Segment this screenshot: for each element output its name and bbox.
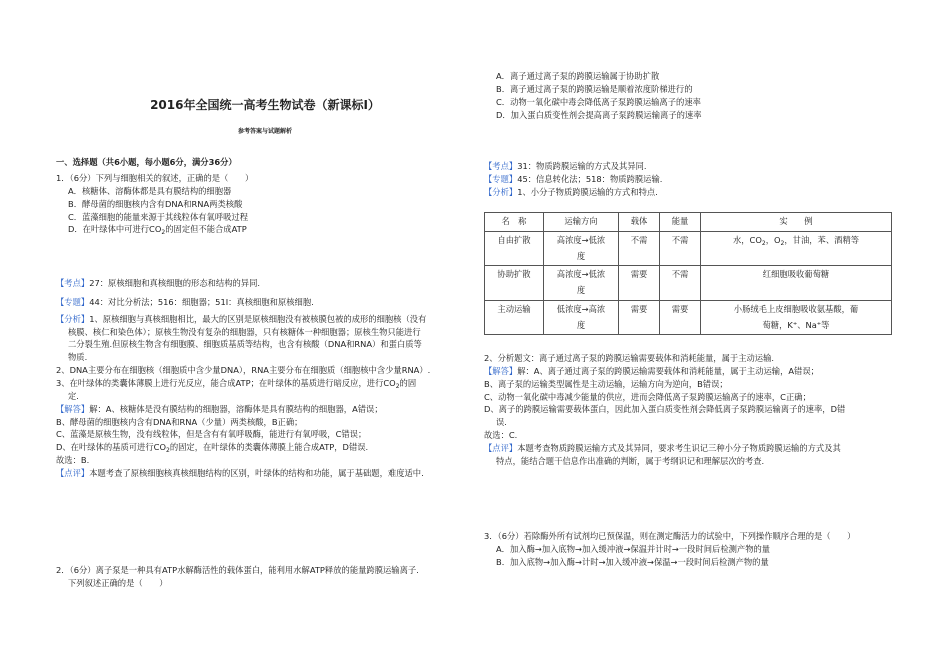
table-cell: 不需 [660,231,701,266]
table-header-cell: 能量 [660,213,701,232]
a1-fenxi-line: 2、DNA主要分布在细胞核（细胞质中含少量DNA），RNA主要分布在细胞质（细胞核中含少量RNA）. [56,365,431,376]
table-cell: 高浓度→低浓 度 [544,266,619,301]
table-cell: 不需 [619,231,660,266]
q2-stem-2: 下列叙述正确的是（ ） [68,577,168,588]
a2-jieda-line: C、动物一氧化碳中毒减少能量的供应，进而会降低离子泵跨膜运输离子的速率，C正确； [484,391,811,402]
answer-1 [56,277,474,480]
a1-fenxi-line: 物质. [68,352,88,363]
question-2-options [484,70,892,121]
answer-2-head [484,160,892,199]
a1-jieda-line: C、蓝藻是原核生物，没有线粒体，但是含有有氧呼吸酶，能进行有氧呼吸，C错误； [56,429,367,440]
answer-2-body [484,352,892,468]
q2-stem: 2．（6分）离子泵是一种具有ATP水解酶活性的载体蛋白，能利用水解ATP释放的能量跨膜运输离子. [56,565,419,575]
table-row [485,266,892,301]
q2-option-c: C．动物一氧化碳中毒会降低离子泵跨膜运输离子的速率 [496,96,701,107]
table-cell: 高浓度→低浓 度 [544,231,619,266]
table-cell: 低浓度→高浓 度 [544,300,619,335]
a1-kaodian: 【考点】27：原核细胞和真核细胞的形态和结构的异同. [56,278,261,288]
q3-option-a: A．加入酶→加入底物→加入缓冲液→保温并计时→一段时间后检测产物的量 [496,543,771,554]
a1-jieda: 【解答】解：A、核糖体是没有膜结构的细胞器，溶酶体是具有膜结构的细胞器，A错误； [56,403,383,414]
a1-fenxi-line: 二分裂生殖.但原核生物含有细胞膜、细胞质基质等结构，也含有核酸（DNA和RNA）和蛋白质等 [68,339,422,350]
a2-jieda-line: D、离子的跨膜运输需要载体蛋白，因此加入蛋白质变性剂会降低离子泵跨膜运输离子的速率，D错 [484,404,846,415]
table-header-cell: 运输方向 [544,213,619,232]
table-header-cell: 名 称 [485,213,544,232]
table-cell: 需要 [660,300,701,335]
a2-dianping-line: 特点，能结合题干信息作出准确的判断，属于考纲识记和理解层次的考查. [496,455,765,466]
table-cell: 红细胞吸收葡萄糖 [701,266,892,301]
table-cell: 小肠绒毛上皮细胞吸收氨基酸，葡 萄糖，K⁺、Na⁺等 [701,300,892,335]
a2-kaodian: 【考点】31：物质跨膜运输的方式及其异同. [484,161,647,171]
question-2 [56,564,474,590]
table-cell: 水，$CO_2$，$O_2$，甘油，苯、酒精等 [701,231,892,266]
a1-jieda-line: D、在叶绿体的基质可进行$CO_2$的固定，在叶绿体的类囊体薄膜上能合成ATP，D错误. [56,442,369,455]
a1-jieda-line: B、酵母菌的细胞核内含有DNA和RNA（少量）两类核酸，B正确； [56,416,303,427]
a2-dianping: 【点评】本题考查物质跨膜运输方式及其异同，要求考生识记三种小分子物质跨膜运输的方式及其 [484,443,841,454]
question-3 [484,530,892,569]
q1-option-c: C．蓝藻细胞的能量来源于其线粒体有氧呼吸过程 [68,211,249,222]
a1-zhuanti: 【专题】44：对比分析法；516：细胞器；51I：真核细胞和原核细胞. [56,296,314,307]
table-cell: 自由扩散 [485,231,544,266]
a1-dianping: 【点评】本题考查了原核细胞核真核细胞结构的区别，叶绿体的结构和功能，属于基础题，难度适中. [56,468,424,479]
page-title: 2016年全国统一高考生物试卷（新课标Ⅰ） [150,98,380,112]
table-cell: 需要 [619,300,660,335]
a2-fenxi-line: 2、分析题文：离子通过离子泵的跨膜运输需要载体和消耗能量，属于主动运输. [484,353,775,363]
table-cell: 协助扩散 [485,266,544,301]
a2-fenxi: 【分析】1、小分子物质跨膜运输的方式和特点. [484,186,658,197]
table-header-cell: 载体 [619,213,660,232]
q2-option-b: B．离子通过离子泵的跨膜运输是顺着浓度阶梯进行的 [496,83,693,94]
a2-answer: 故选：C. [484,430,518,441]
q3-option-b: B．加入底物→加入酶→计时→加入缓冲液→保温→一段时间后检测产物的量 [496,556,769,567]
q2-option-d: D．加入蛋白质变性剂会提高离子泵跨膜运输离子的速率 [496,109,702,120]
q2-option-a: A．离子通过离子泵的跨膜运输属于协助扩散 [496,71,660,81]
a1-fenxi: 【分析】1、原核细胞与真核细胞相比，最大的区别是原核细胞没有被核膜包被的成形的细胞核（没有 [56,313,427,324]
q1-stem: 1．（6分）下列与细胞相关的叙述，正确的是（ ） [56,173,254,183]
a1-fenxi-line: 核膜、核仁和染色体）；原核生物没有复杂的细胞器，只有核糖体一种细胞器；原核生物只能进行 [68,326,421,337]
a1-answer: 故选：B. [56,455,90,466]
section-heading: 一、选择题（共6小题，每小题6分，满分36分） [56,157,237,167]
q1-option-d: D．在叶绿体中可进行$CO_2$的固定但不能合成ATP [68,224,247,237]
a2-jieda-line: 误. [496,417,507,428]
table-row [485,231,892,266]
a1-fenxi-line: 3、在叶绿体的类囊体薄膜上进行光反应，能合成ATP；在叶绿体的基质进行暗反应，进行$CO_2$的固 [56,378,417,391]
table-header-cell: 实 例 [701,213,892,232]
a2-jieda-line: B、离子泵的运输类型属性是主动运输，运输方向为逆向，B错误； [484,378,728,389]
q1-option-a: A．核糖体、溶酶体都是具有膜结构的细胞器 [68,185,232,196]
table-cell: 主动运输 [485,300,544,335]
table-header-row [485,213,892,232]
question-1 [56,172,474,236]
page-subtitle: 参考答案与试题解析 [237,128,292,135]
a2-zhuanti: 【专题】45：信息转化法；518：物质跨膜运输. [484,173,663,184]
table-cell: 需要 [619,266,660,301]
q3-stem: 3．（6分）若除酶外所有试剂均已预保温，则在测定酶活力的试验中，下列操作顺序合理的是（ ） [484,531,856,541]
a2-jieda: 【解答】解：A、离子通过离子泵的跨膜运输需要载体和消耗能量，属于主动运输，A错误； [484,365,819,376]
transport-table [484,212,892,335]
a1-fenxi-line: 定. [68,390,79,401]
q1-option-b: B．酵母菌的细胞核内含有DNA和RNA两类核酸 [68,198,243,209]
table-cell: 不需 [660,266,701,301]
table-row [485,300,892,335]
